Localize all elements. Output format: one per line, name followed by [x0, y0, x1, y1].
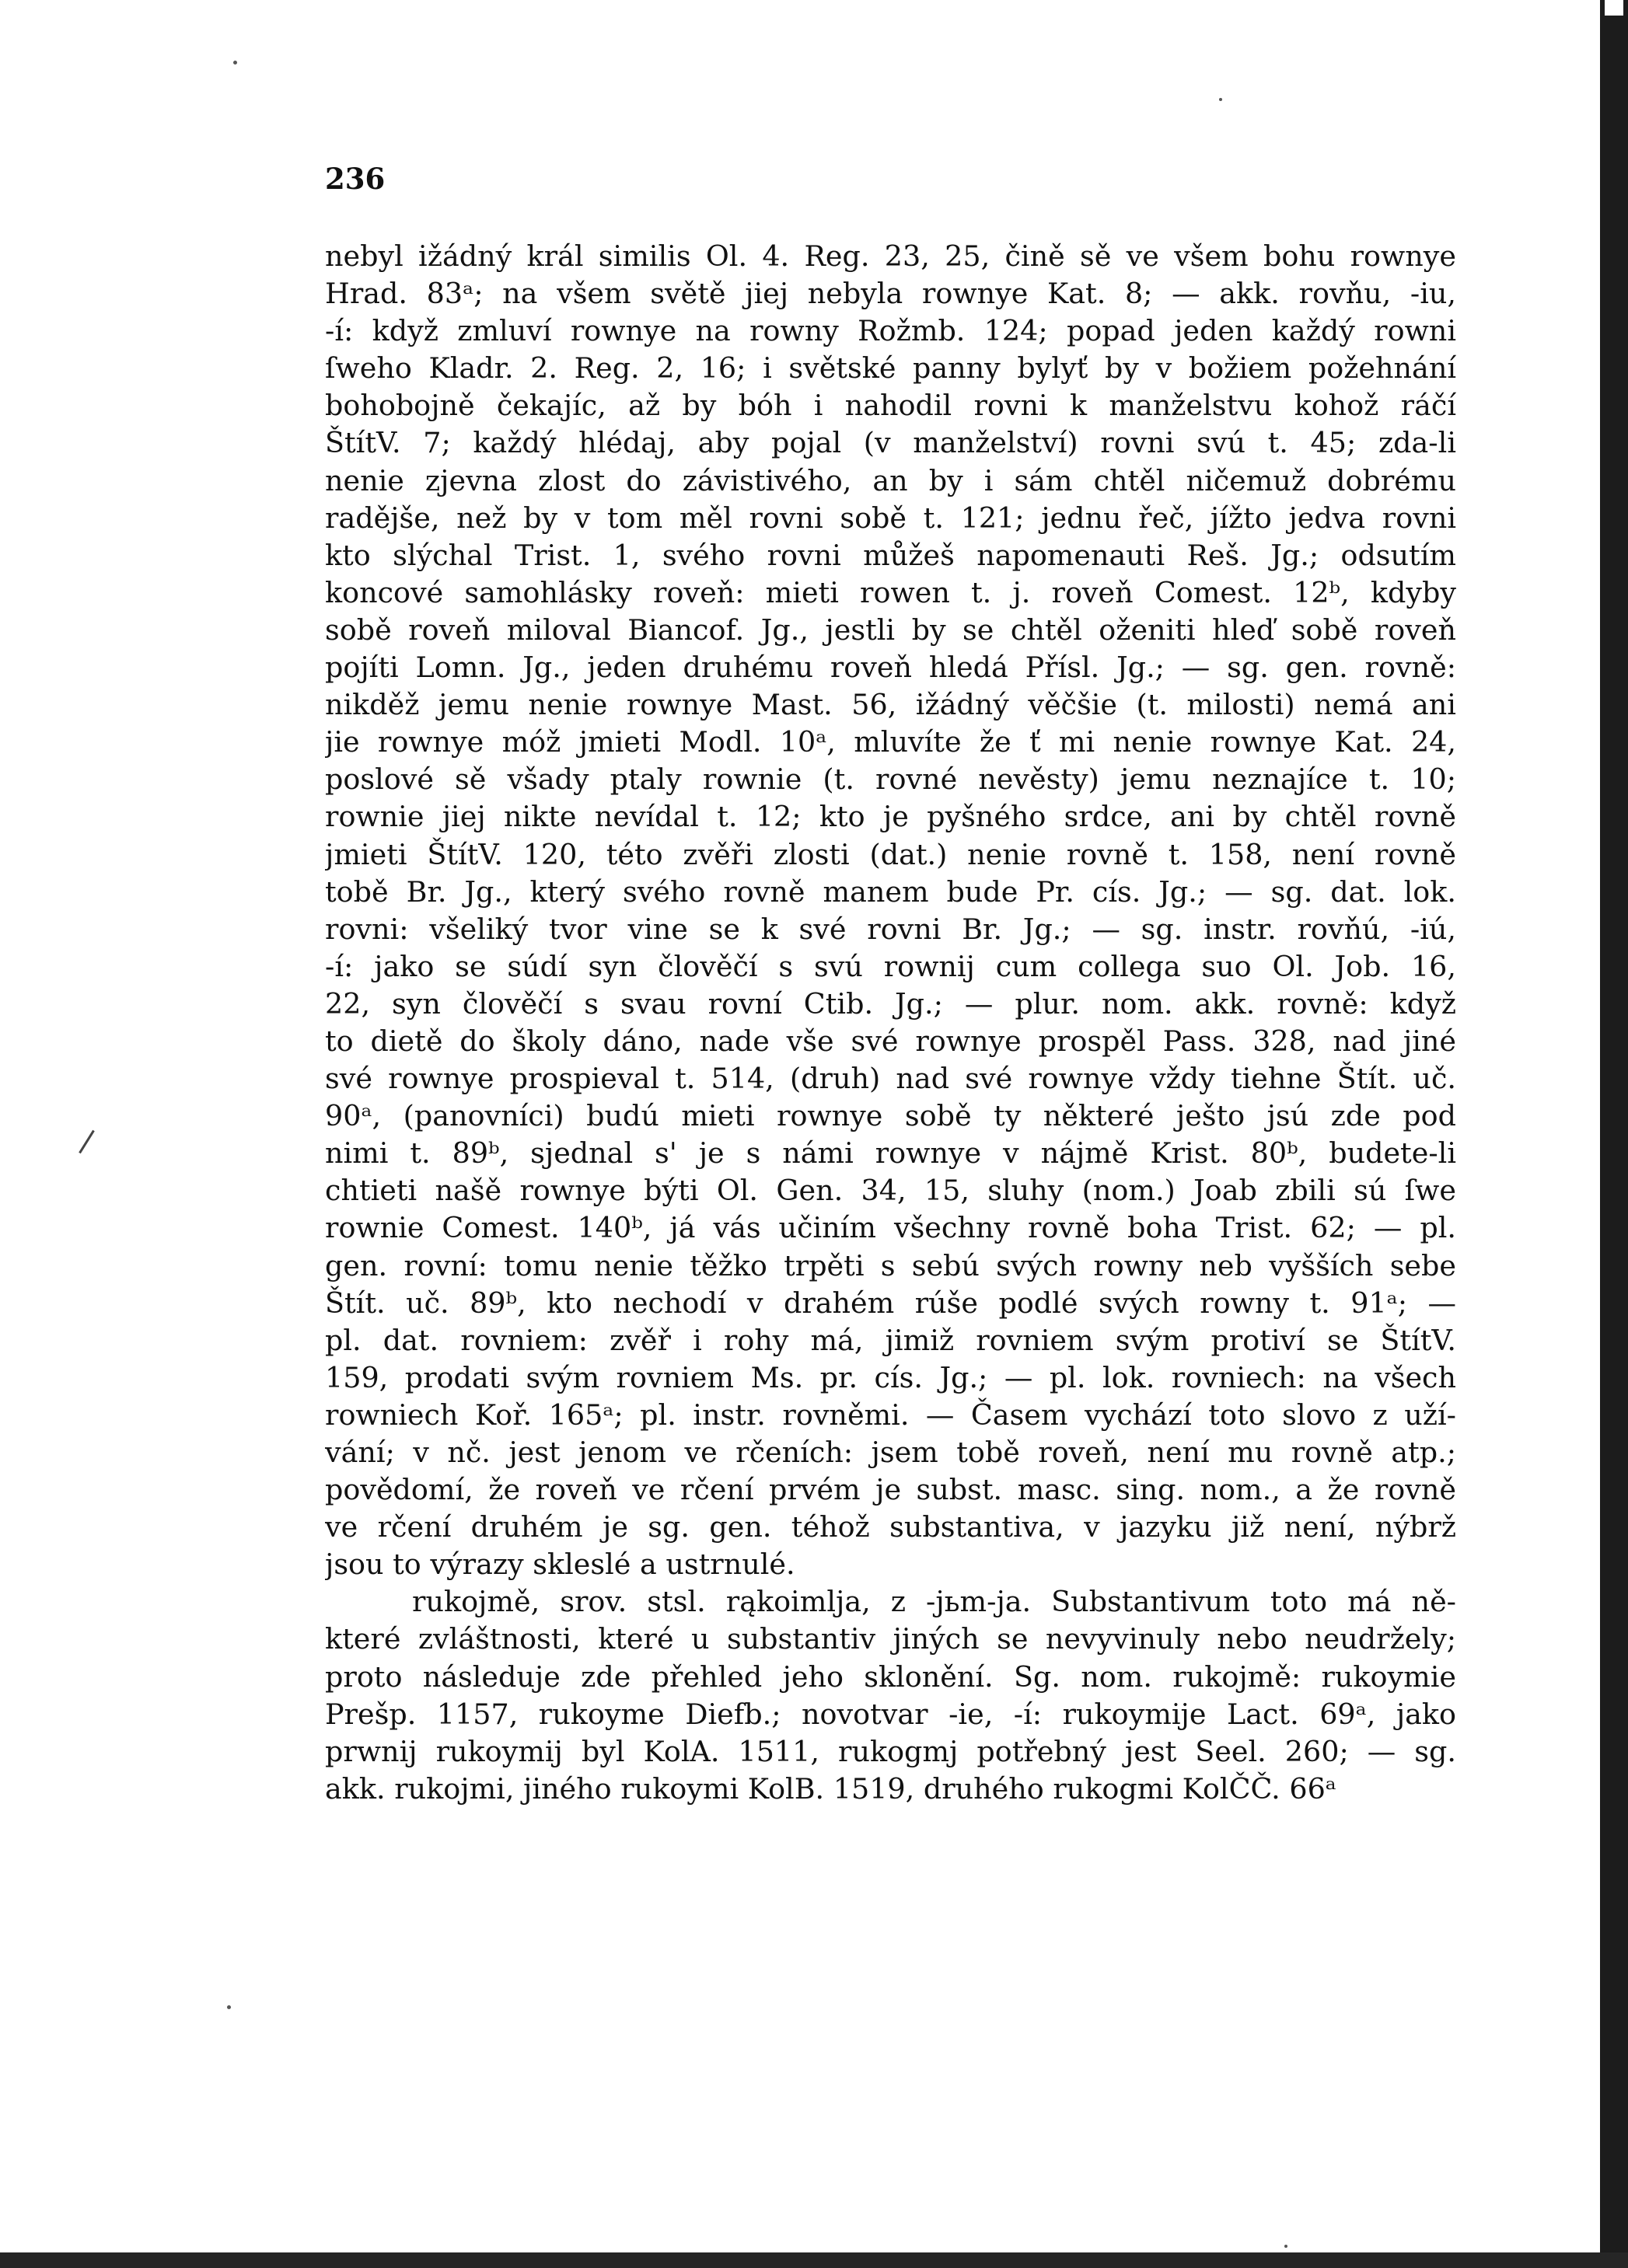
scan-corner — [1605, 0, 1623, 16]
text-line: jsou to výrazy skleslé a ustrnulé. — [325, 1547, 795, 1582]
text-line: prwnij rukoymij byl KolA. 1511, rukogmj potřebný jest Seel. 260; — sg. — [325, 1734, 1456, 1768]
scan-speck — [1219, 98, 1222, 101]
text-line: kto slýchal Trist. 1, svého rovni můžeš napomenauti Reš. Jg.; odsutím — [325, 538, 1456, 572]
text-line: pojíti Lomn. Jg., jeden druhému roveň hledá Přísl. Jg.; — sg. gen. rovně: — [325, 651, 1456, 685]
text-line: 90ᵃ, (panovníci) budú mieti rownye sobě ty některé ješto jsú zde pod — [325, 1099, 1456, 1133]
text-line: 22, syn člověčí s svau rovní Ctib. Jg.; — plur. nom. akk. rovně: když — [325, 986, 1456, 1021]
text-line: vání; v nč. jest jenom ve rčeních: jsem tobě roveň, není mu rovně atp.; — [325, 1436, 1456, 1469]
text-line: jie rownye móž jmieti Modl. 10ᵃ, mluvíte že ť mi nenie rownye Kat. 24, — [325, 725, 1456, 759]
text-line: gen. rovní: tomu nenie těžko trpěti s sebú svých rowny neb vyšších sebe — [325, 1248, 1456, 1282]
text-line: ve rčení druhém je sg. gen. téhož substantiva, v jazyku již není, nýbrž — [325, 1510, 1456, 1544]
scan-edge-right — [1600, 0, 1628, 2268]
text-line: rownie Comest. 140ᵇ, já vás učiním všechny rovně boha Trist. 62; — pl. — [325, 1211, 1456, 1245]
scan-speck — [1284, 2245, 1287, 2248]
text-line: ŠtítV. 7; každý hlédaj, aby pojal (v manželství) rovni svú t. 45; zda-li — [325, 426, 1456, 460]
text-line: nenie zjevna zlost do závistivého, an by i sám chtěl ničemuž dobrému — [325, 463, 1456, 497]
text-line: chtieti našě rownye býti Ol. Gen. 34, 15, sluhy (nom.) Joab zbili sú ſwe — [325, 1174, 1456, 1208]
text-line: -í: když zmluví rownye na rowny Rožmb. 124; popad jeden každý rowni — [325, 314, 1456, 348]
scan-edge-bottom — [0, 2252, 1628, 2268]
text-line: rovni: všeliký tvor vine se k své rovni Br. Jg.; — sg. instr. rovňú, -iú, — [325, 912, 1456, 946]
text-line: nebyl ižádný král similis Ol. 4. Reg. 23, 25, čině sě ve všem bohu rownye — [325, 239, 1456, 273]
scan-speck — [233, 61, 237, 65]
text-line: tobě Br. Jg., který svého rovně manem bude Pr. cís. Jg.; — sg. dat. lok. — [325, 874, 1456, 909]
text-line: poslové sě všady ptaly rownie (t. rovné nevěsty) jemu neznajíce t. 10; — [325, 762, 1456, 797]
text-line: Štít. uč. 89ᵇ, kto nechodí v drahém rúše podlé svých rowny t. 91ᵃ; — — [325, 1286, 1456, 1320]
text-line: jmieti ŠtítV. 120, této zvěři zlosti (dat.) nenie rovně t. 158, není rovně — [325, 837, 1456, 871]
text-line: -í: jako se súdí syn člověčí s svú rownij cum collega suo Ol. Job. 16, — [325, 949, 1456, 983]
text-line: bohobojně čekajíc, až by bóh i nahodil rovni k manželstvu kohož ráčí — [325, 389, 1456, 423]
text-line: rukojmě, srov. stsl. rąkoimlja, z -jьm-ja. Substantivum toto má ně- — [412, 1585, 1456, 1619]
text-line: sobě roveň miloval Biancof. Jg., jestli by se chtěl oženiti hleď sobě roveň — [325, 612, 1456, 647]
text-line: ſweho Kladr. 2. Reg. 2, 16; i světské panny bylyť by v božiem požehnání — [325, 351, 1456, 386]
text-line: nikděž jemu nenie rownye Mast. 56, ižádný věčšie (t. milosti) nemá ani — [325, 688, 1456, 722]
text-line: 159, prodati svým rovniem Ms. pr. cís. Jg.; — pl. lok. rovniech: na všech — [325, 1360, 1456, 1394]
text-line: radějše, než by v tom měl rovni sobě t. 121; jednu řeč, jížto jedva rovni — [325, 501, 1456, 535]
text-line: povědomí, že roveň ve rčení prvém je subst. masc. sing. nom., a že rovně — [325, 1473, 1456, 1507]
page-number: 236 — [325, 162, 386, 196]
text-line: které zvláštnosti, které u substantiv jiných se nevyvinuly nebo neudržely; — [325, 1622, 1456, 1656]
text-line: pl. dat. rovniem: zvěř i rohy má, jimiž rovniem svým protiví se ŠtítV. — [325, 1323, 1456, 1357]
text-line: své rownye prospieval t. 514, (druh) nad své rownye vždy tiehne Štít. uč. — [325, 1062, 1456, 1096]
scan-speck — [227, 2005, 231, 2009]
text-line: to dietě do školy dáno, nade vše své rownye prospěl Pass. 328, nad jiné — [325, 1024, 1456, 1058]
text-line: proto následuje zde přehled jeho sklonění. Sg. nom. rukojmě: rukoymie — [325, 1659, 1456, 1694]
text-line: rownie jiej nikte nevídal t. 12; kto je pyšného srdce, ani by chtěl rovně — [325, 800, 1456, 834]
text-line: rowniech Koř. 165ᵃ; pl. instr. rovněmi. — Časem vychází toto slovo z uží- — [325, 1397, 1456, 1432]
text-line: nimi t. 89ᵇ, sjednal s' je s námi rownye v nájmě Krist. 80ᵇ, budete-li — [325, 1136, 1456, 1171]
text-line: akk. rukojmi, jiného rukoymi KolB. 1519, druhého rukogmi KolČČ. 66ᵃ — [325, 1771, 1336, 1806]
text-line: Prešp. 1157, rukoyme Diefb.; novotvar -ie, -í: rukoymije Lact. 69ᵃ, jako — [325, 1697, 1456, 1731]
dictionary-entry-text — [325, 238, 1456, 1808]
text-line: Hrad. 83ᵃ; na všem světě jiej nebyla rownye Kat. 8; — akk. rovňu, -iu, — [325, 277, 1456, 311]
text-line: koncové samohlásky roveň: mieti rowen t. j. roveň Comest. 12ᵇ, kdyby — [325, 575, 1456, 609]
margin-mark — [79, 1130, 95, 1153]
